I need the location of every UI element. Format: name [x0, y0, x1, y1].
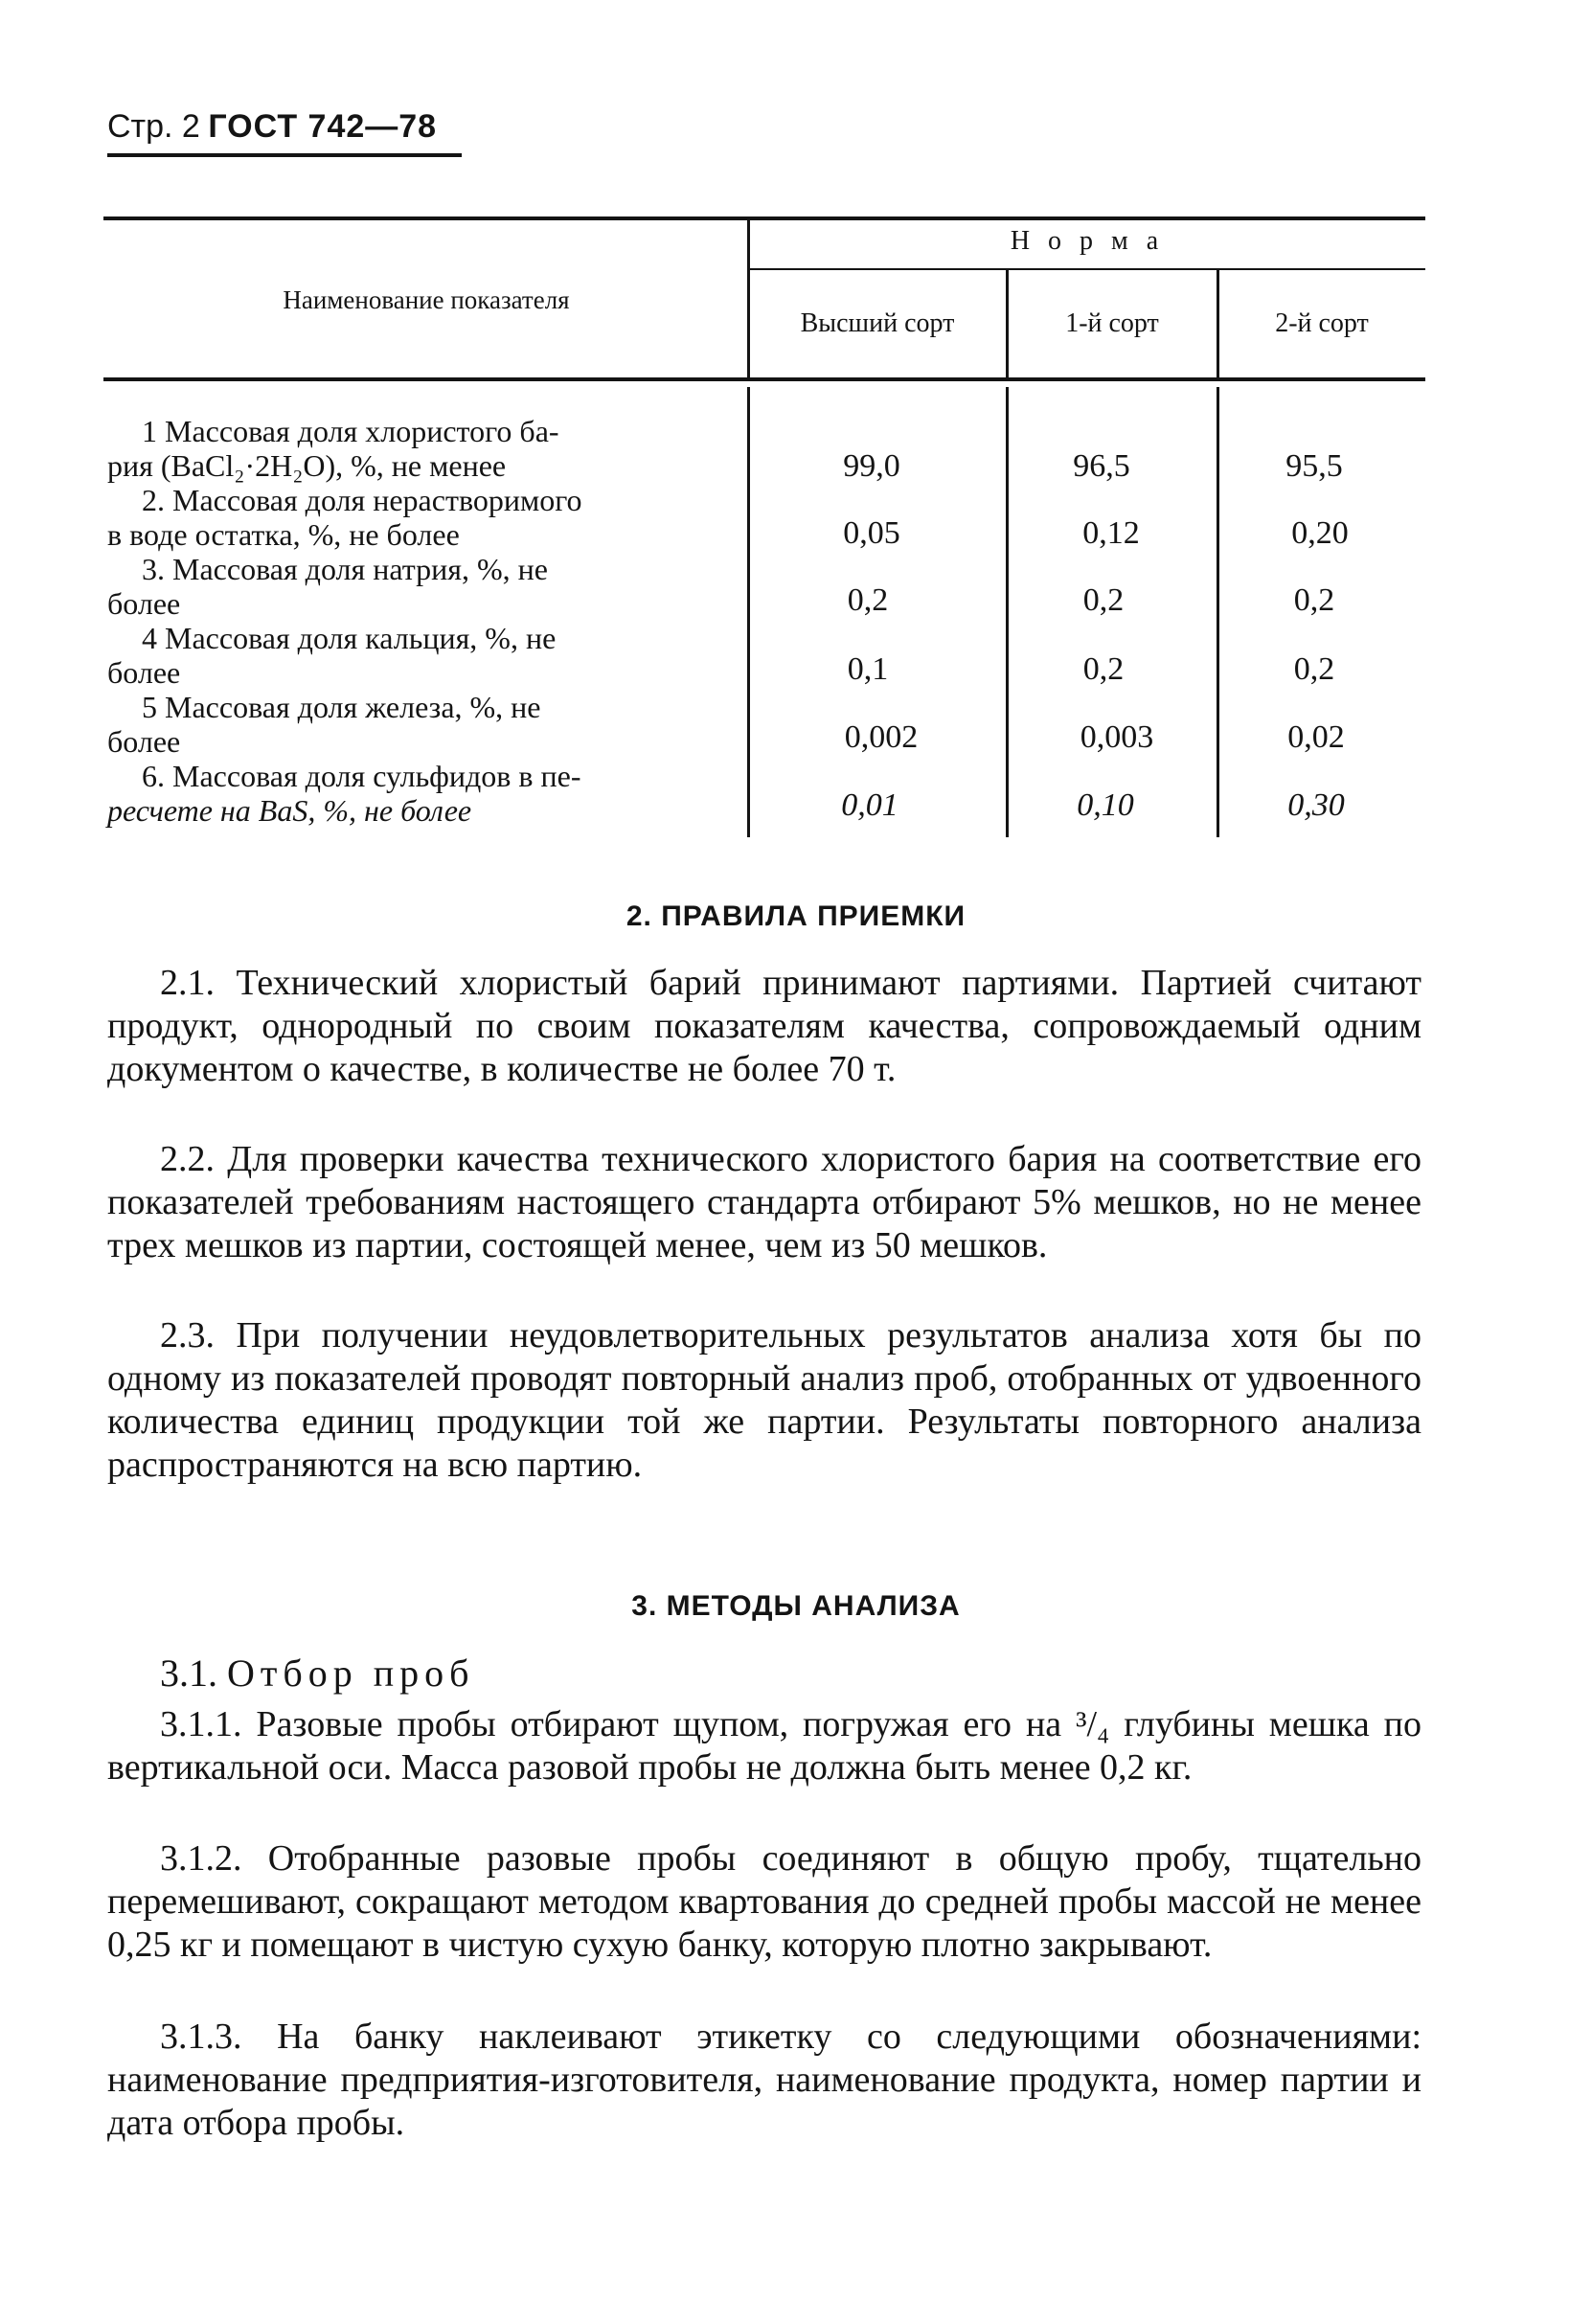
grade-header-1: 1-й сорт [1065, 308, 1159, 338]
table-cell: 0,05 [843, 515, 900, 551]
col-divider-1b [747, 387, 750, 837]
table-cell: 0,01 [841, 787, 898, 823]
row-name-line2: ресчете на BaS, %, не более [107, 793, 472, 828]
paragraph-3-1-3: 3.1.3. На банку наклеивают этикетку со следующими обозначениями: наименование предприятия-изготовителя, наименование продукта, номер партии и дата отбора пробы. [107, 2016, 1421, 2143]
col-name-header: Наименование показателя [283, 285, 570, 314]
subsection-3-1-heading [107, 1652, 1421, 1695]
table-cell: 0,1 [847, 651, 889, 687]
subsection-title: Отбор проб [227, 1652, 475, 1695]
row-name-line2: более [107, 586, 181, 621]
table-row-name [107, 483, 720, 552]
standard-code: ГОСТ 742—78 [208, 108, 438, 145]
table-row-name [107, 414, 720, 483]
table-cell: 0,003 [1080, 719, 1154, 755]
row-name-line2: рия (BaCl₂·2H₂O), %, не менее [107, 448, 507, 483]
table-row-name [107, 690, 720, 759]
table-cell: 0,30 [1287, 787, 1345, 823]
row-name-line1: 3. Массовая доля натрия, %, не [142, 552, 548, 586]
table-cell: 0,2 [1082, 582, 1125, 618]
paragraph-2-2: 2.2. Для проверки качества технического хлористого бария на соответствие его показателей требованиям настоящего стандарта отбирают 5% мешков, но не менее трех мешков из партии, состоящей менее, чем из 50 мешков. [107, 1139, 1421, 1265]
table-row-name [107, 759, 720, 828]
row-name-line2: более [107, 655, 181, 690]
paragraph-2-3: 2.3. При получении неудовлетворительных результатов анализа хотя бы по одному из показателей проводят повторный анализ проб, отобранных от удвоенного количества единиц продукции той же партии. Результаты повторного анализа распространяются на всю партию. [107, 1315, 1421, 1485]
table-row-name [107, 552, 720, 621]
paragraph-3-1-2: 3.1.2. Отобранные разовые пробы соединяют в общую пробу, тщательно перемешивают, сокращают методом квартования до средней пробы массой не менее 0,25 кг и помещают в чистую сухую банку, которую плотно закрывают. [107, 1838, 1421, 1965]
table-cell: 0,10 [1077, 787, 1134, 823]
subsection-number: 3.1. [160, 1652, 217, 1695]
paragraph-3-1-1: 3.1.1. Разовые пробы отбирают щупом, погружая его на ³/₄ глубины мешка по вертикальной оси. Масса разовой пробы не должна быть менее 0,2 кг. [107, 1704, 1421, 1788]
norma-underline [749, 268, 1425, 270]
row-name-line2: в воде остатка, %, не более [107, 517, 460, 552]
row-name-line1: 5 Массовая доля железа, %, не [142, 690, 541, 724]
table-cell: 0,002 [844, 719, 919, 755]
norma-header: Н о р м а [1010, 226, 1165, 256]
table-cell: 0,02 [1287, 719, 1345, 755]
row-name-line1: 2. Массовая доля нерастворимого [142, 483, 582, 517]
paragraph-2-1: 2.1. Технический хлористый барий принимают партиями. Партией считают продукт, однородный по своим показателям качества, сопровождаемый одним документом о качестве, в количестве не более 70 т. [107, 963, 1421, 1089]
table-cell: 0,2 [1293, 582, 1335, 618]
table-cell: 0,2 [1293, 651, 1335, 687]
row-name-line1: 6. Массовая доля сульфидов в пе- [142, 759, 581, 793]
table-cell: 0,12 [1082, 515, 1140, 551]
table-cell: 0,2 [847, 582, 889, 618]
table-cell: 99,0 [843, 448, 900, 484]
norms-table [0, 0, 1592, 862]
grade-header-top: Высший сорт [800, 308, 955, 338]
page-number: Стр. 2 [107, 108, 200, 145]
table-header-rule [103, 377, 1425, 381]
section-3-title: 3. МЕТОДЫ АНАЛИЗА [631, 1590, 961, 1622]
table-cell: 0,2 [1082, 651, 1125, 687]
row-name-line1: 1 Массовая доля хлористого ба- [142, 414, 559, 448]
row-names [107, 414, 720, 828]
section-2-title: 2. ПРАВИЛА ПРИЕМКИ [625, 900, 967, 932]
table-cell: 96,5 [1073, 448, 1130, 484]
table-cell: 95,5 [1285, 448, 1343, 484]
table-top-rule [103, 216, 1425, 220]
table-row-name [107, 621, 720, 690]
row-name-line1: 4 Массовая доля кальция, %, не [142, 621, 557, 655]
row-name-line2: более [107, 724, 181, 759]
table-cell: 0,20 [1291, 515, 1349, 551]
grade-header-2: 2-й сорт [1275, 308, 1369, 338]
